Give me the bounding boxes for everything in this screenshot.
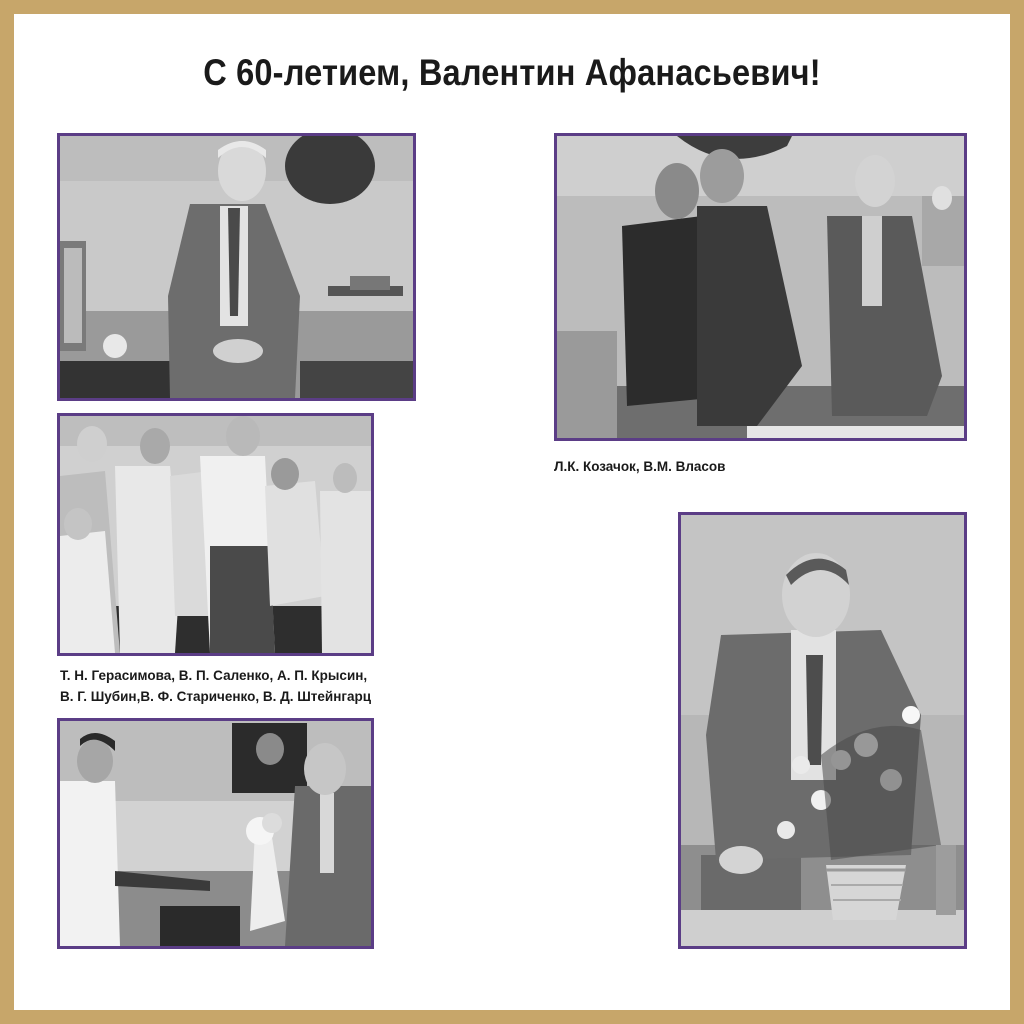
photo-man-with-flowers xyxy=(678,512,967,949)
page-title: С 60-летием, Валентин Афанасьевич! xyxy=(203,52,821,93)
photo-man-standing xyxy=(57,133,416,401)
man-standing-image xyxy=(60,136,413,398)
couple-embracing-image xyxy=(557,136,964,438)
photo-group-colleagues xyxy=(57,413,374,656)
man-with-flowers-image xyxy=(681,515,964,946)
flower-presentation-image xyxy=(60,721,371,946)
photo-flower-presentation xyxy=(57,718,374,949)
group-colleagues-image xyxy=(60,416,371,653)
caption-photo-group xyxy=(60,665,371,707)
photo-couple-embracing xyxy=(554,133,967,441)
caption-photo-couple: Л.К. Козачок, В.М. Власов xyxy=(554,459,726,474)
caption-photo-group-line-2: В. Г. Шубин,В. Ф. Стариченко, В. Д. Штейнгарц xyxy=(60,689,372,704)
caption-photo-group-line-1: Т. Н. Герасимова, В. П. Саленко, А. П. Крысин, xyxy=(60,668,368,683)
